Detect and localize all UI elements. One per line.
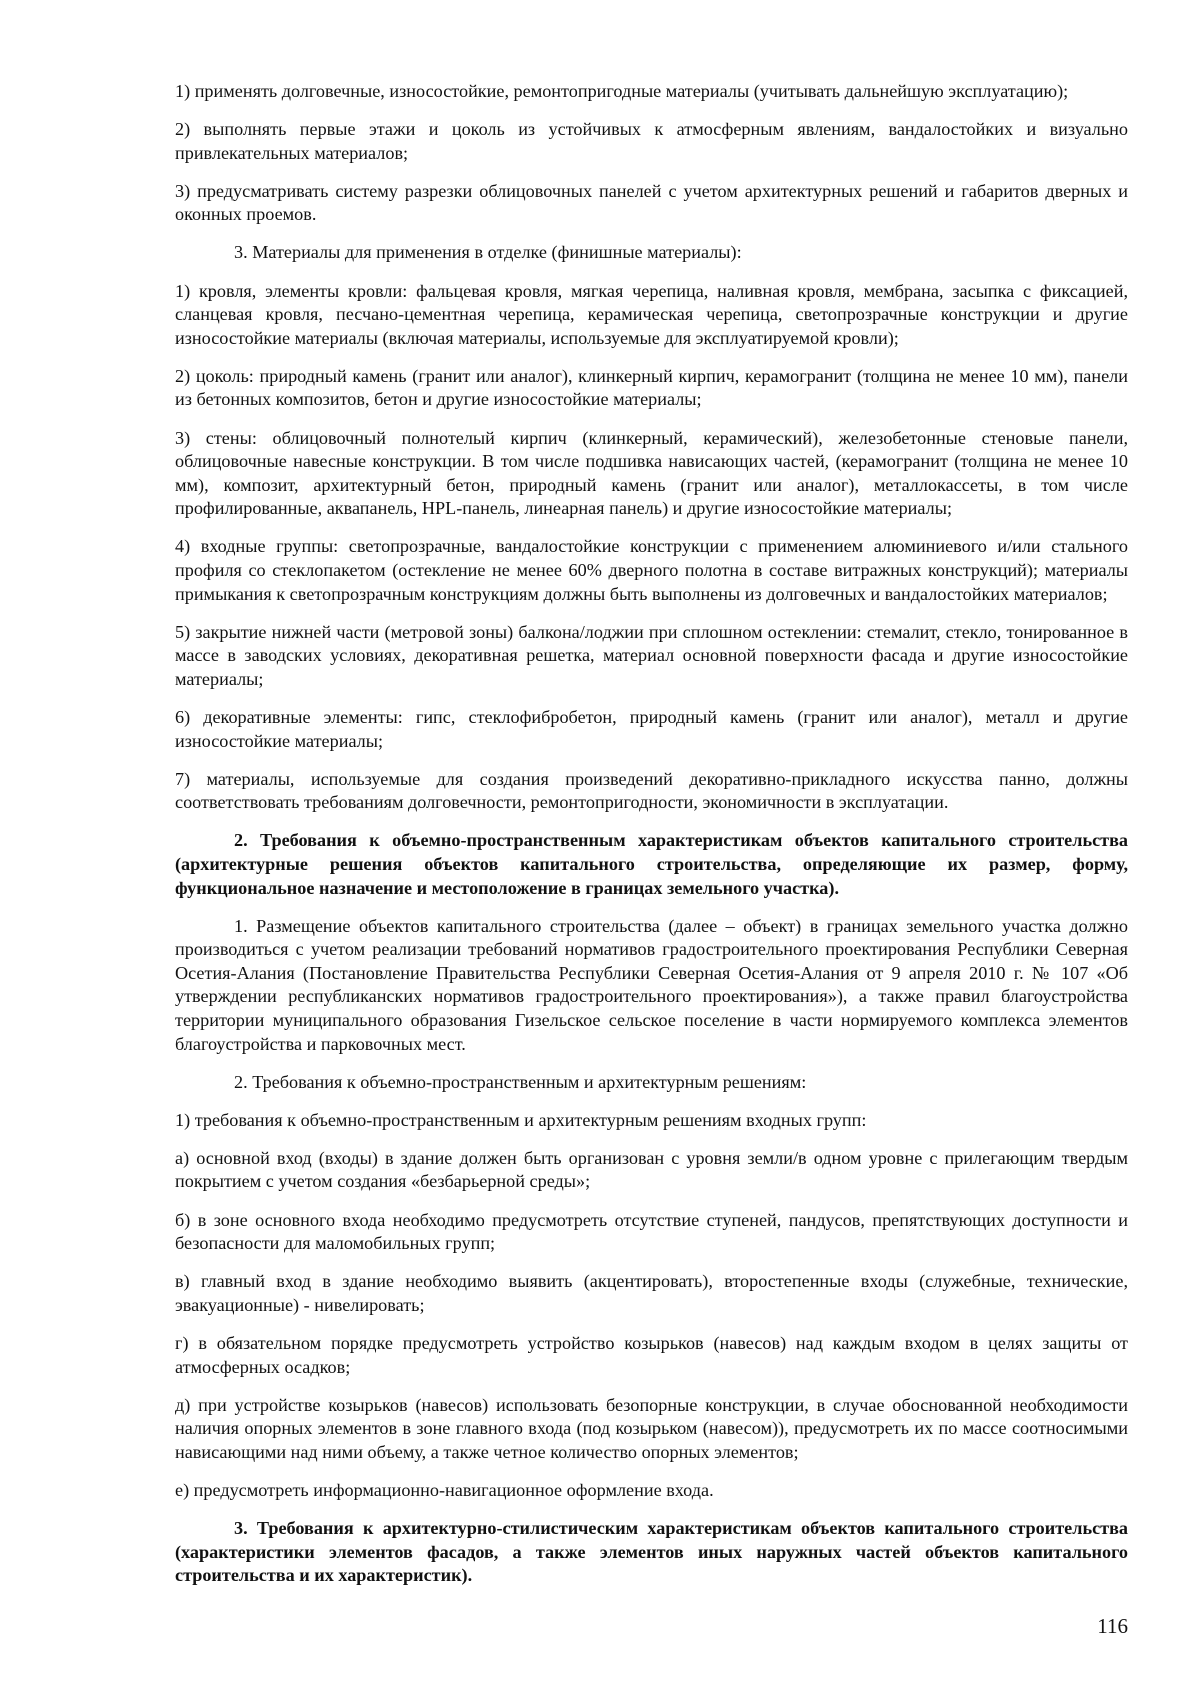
list-item-d: д) при устройстве козырьков (навесов) использовать безопорные конструкции, в случае обоснованной необходимости наличия опорных элементов в зоне главного входа (под козырьком (навесом)), предусмотреть их по массе соотносимыми нависающими над ними объему, а также четное количество опорных элементов; bbox=[175, 1394, 1128, 1462]
paragraph-placement: 1. Размещение объектов капитального строительства (далее – объект) в границах земельного участка должно производиться с учетом реализации требований нормативов градостроительного проектирования Республики Северная Осетия-Алания (Постановление Правительства Республики Северная Осетия-Алания от 9 апреля 2010 г. № 107 «Об утверждении республиканских нормативов градостроительного проектирования»), а также правил благоустройства территории муниципального образования Гизельское сельское поселение в части нормируемого комплекса элементов благоустройства и парковочных мест. bbox=[175, 915, 1128, 1054]
paragraph-ground-floors: 2) выполнять первые этажи и цоколь из устойчивых к атмосферным явлениям, вандалостойких и визуально привлекательных материалов; bbox=[175, 119, 1128, 163]
list-item-b: б) в зоне основного входа необходимо предусмотреть отсутствие ступеней, пандусов, препятствующих доступности и безопасности для маломобильных групп; bbox=[175, 1209, 1128, 1254]
list-item-v: в) главный вход в здание необходимо выявить (акцентировать), второстепенные входы (служебные, технические, эвакуационные) - нивелировать; bbox=[175, 1271, 1128, 1315]
paragraph-plinth: 2) цоколь: природный камень (гранит или аналог), клинкерный кирпич, керамогранит (толщина не менее 10 мм), панели из бетонных композитов, бетон и другие износостойкие материалы; bbox=[175, 365, 1128, 410]
section-heading-3: 3. Требования к архитектурно-стилистическим характеристикам объектов капитального строительства (характеристики элементов фасадов, а также элементов иных наружных частей объектов капитального строительства и их характеристик). bbox=[175, 1518, 1128, 1586]
document-page bbox=[175, 80, 1128, 1602]
list-item-a: а) основной вход (входы) в здание должен быть организован с уровня земли/в одном уровне с прилегающим твердым покрытием с учетом создания «безбарьерной среды»; bbox=[175, 1147, 1128, 1192]
paragraph-walls: 3) стены: облицовочный полнотелый кирпич (клинкерный, керамический), железобетонные стеновые панели, облицовочные навесные конструкции. В том числе подшивка нависающих частей, (керамогранит (толщина не менее 10 мм), композит, архитектурный бетон, природный камень (гранит или аналог), металлокассеты, в том числе профилированные, аквапанель, HPL-панель, линеарная панель) и другие износостойкие материалы; bbox=[175, 427, 1128, 519]
paragraph-panel-cutting: 3) предусматривать систему разрезки облицовочных панелей с учетом архитектурных решений и габаритов дверных и оконных проемов. bbox=[175, 180, 1128, 225]
list-item-g: г) в обязательном порядке предусмотреть устройство козырьков (навесов) над каждым входом в целях защиты от атмосферных осадков; bbox=[175, 1332, 1128, 1377]
paragraph-requirements-heading: 2. Требования к объемно-пространственным и архитектурным решениям: bbox=[234, 1071, 807, 1092]
list-item-e: е) предусмотреть информационно-навигационное оформление входа. bbox=[175, 1479, 714, 1500]
section-heading-2: 2. Требования к объемно-пространственным характеристикам объектов капитального строительства (архитектурные решения объектов капитального строительства, определяющие их размер, форму, функциональное назначение и местоположение в границах земельного участка). bbox=[175, 830, 1128, 898]
paragraph-entrance-groups: 4) входные группы: светопрозрачные, вандалостойкие конструкции с применением алюминиевого и/или стального профиля со стеклопакетом (остекление не менее 60% дверного полотна в составе витражных конструкций); материалы примыкания к светопрозрачным конструкциям должны быть выполнены из долговечных и вандалостойких материалов; bbox=[175, 536, 1128, 604]
paragraph-durable-materials: 1) применять долговечные, износостойкие, ремонтопригодные материалы (учитывать дальнейшую эксплуатацию); bbox=[175, 81, 1069, 101]
paragraph-applied-art: 7) материалы, используемые для создания произведений декоративно-прикладного искусства панно, должны соответствовать требованиям долговечности, ремонтопригодности, экономичности в эксплуатации. bbox=[175, 768, 1128, 813]
paragraph-finish-materials-heading: 3. Материалы для применения в отделке (финишные материалы): bbox=[234, 242, 742, 263]
paragraph-roof: 1) кровля, элементы кровли: фальцевая кровля, мягкая черепица, наливная кровля, мембрана, засыпка с фиксацией, сланцевая кровля, песчано-цементная черепица, керамическая черепица, светопрозрачные конструкции и другие износостойкие материалы (включая материалы, используемые для эксплуатируемой кровли); bbox=[175, 280, 1128, 348]
page-number: 116 bbox=[1097, 1614, 1128, 1638]
paragraph-entrance-requirements: 1) требования к объемно-пространственным и архитектурным решениям входных групп: bbox=[175, 1109, 867, 1130]
paragraph-decorative-elements: 6) декоративные элементы: гипс, стеклофибробетон, природный камень (гранит или аналог), металл и другие износостойкие материалы; bbox=[175, 706, 1128, 751]
paragraph-balcony: 5) закрытие нижней части (метровой зоны) балкона/лоджии при сплошном остеклении: стемалит, стекло, тонированное в массе в заводских условиях, декоративная решетка, материал основной поверхности фасада и другие износостойкие материалы; bbox=[175, 621, 1128, 689]
